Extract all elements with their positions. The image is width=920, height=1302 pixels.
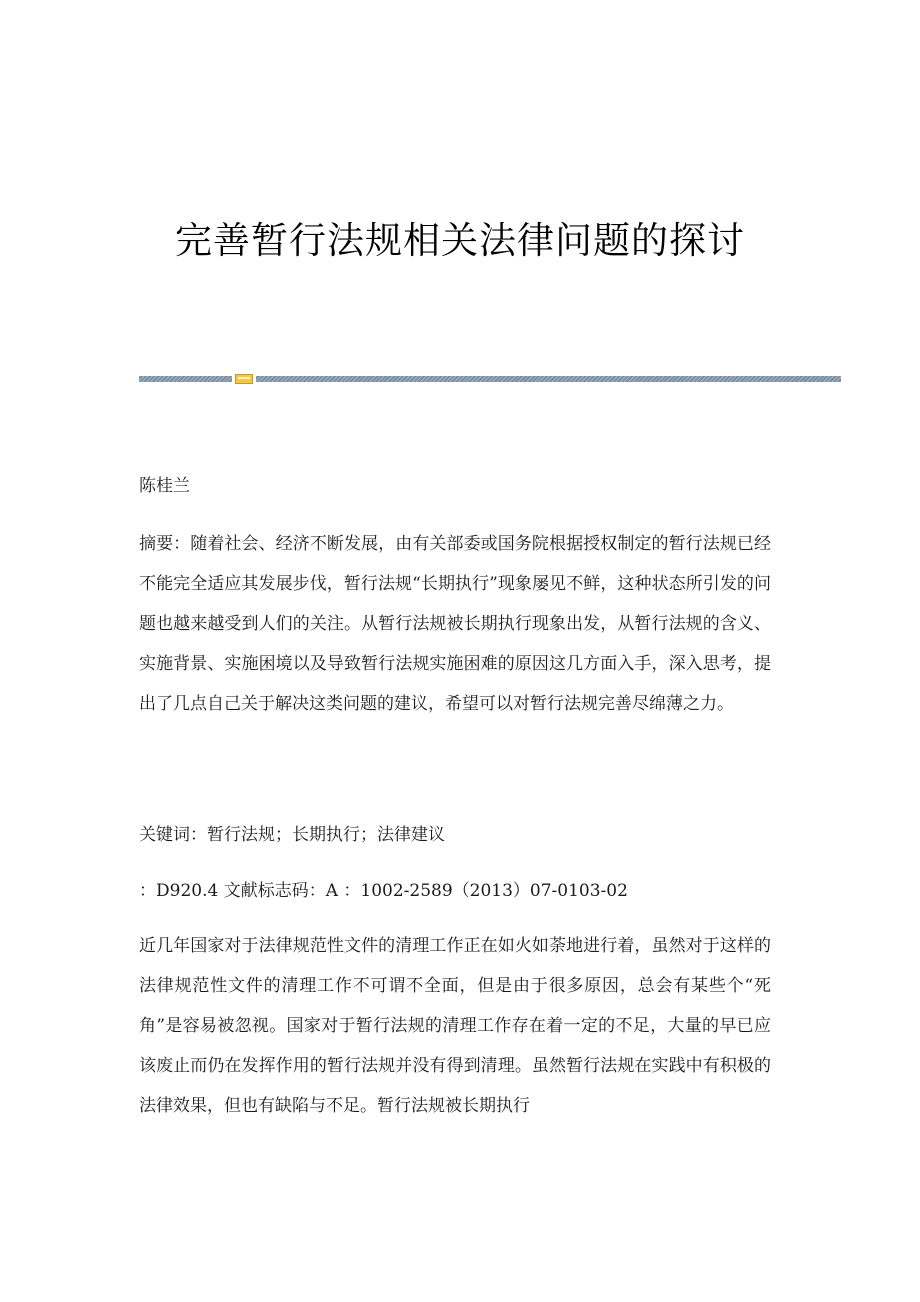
page-title: 完善暂行法规相关法律问题的探讨 — [175, 219, 745, 262]
body-paragraph: 近几年国家对于法律规范性文件的清理工作正在如火如荼地进行着，虽然对于这样的法律规范性文件的清理工作不可谓不全面，但是由于很多原因，总会有某些个“死角”是容易被忽视。国家对于暂行法规的清理工作存在着一定的不足，大量的早已应该废止而仍在发挥作用的暂行法规并没有得到清理。虽然暂行法规在实践中有积极的法律效果，但也有缺陷与不足。暂行法规被长期执行 — [139, 936, 771, 1116]
classification-line: ：D920.4 文献标志码：A ：1002-2589（2013）07-0103-02 — [139, 881, 628, 901]
divider-bar-left — [139, 376, 232, 382]
keywords-line: 关键词：暂行法规；长期执行；法律建议 — [139, 825, 445, 845]
divider-bar-right — [256, 376, 841, 382]
title-divider — [139, 374, 841, 386]
divider-emblem-icon — [235, 374, 253, 384]
author-name: 陈桂兰 — [139, 476, 190, 496]
abstract-paragraph: 摘要：随着社会、经济不断发展，由有关部委或国务院根据授权制定的暂行法规已经不能完全适应其发展步伐，暂行法规“长期执行”现象屡见不鲜，这种状态所引发的问题也越来越受到人们的关注。从暂行法规被长期执行现象出发，从暂行法规的含义、实施背景、实施困境以及导致暂行法规实施困难的原因这几方面入手，深入思考，提出了几点自己关于解决这类问题的建议，希望可以对暂行法规完善尽绵薄之力。 — [139, 534, 771, 714]
